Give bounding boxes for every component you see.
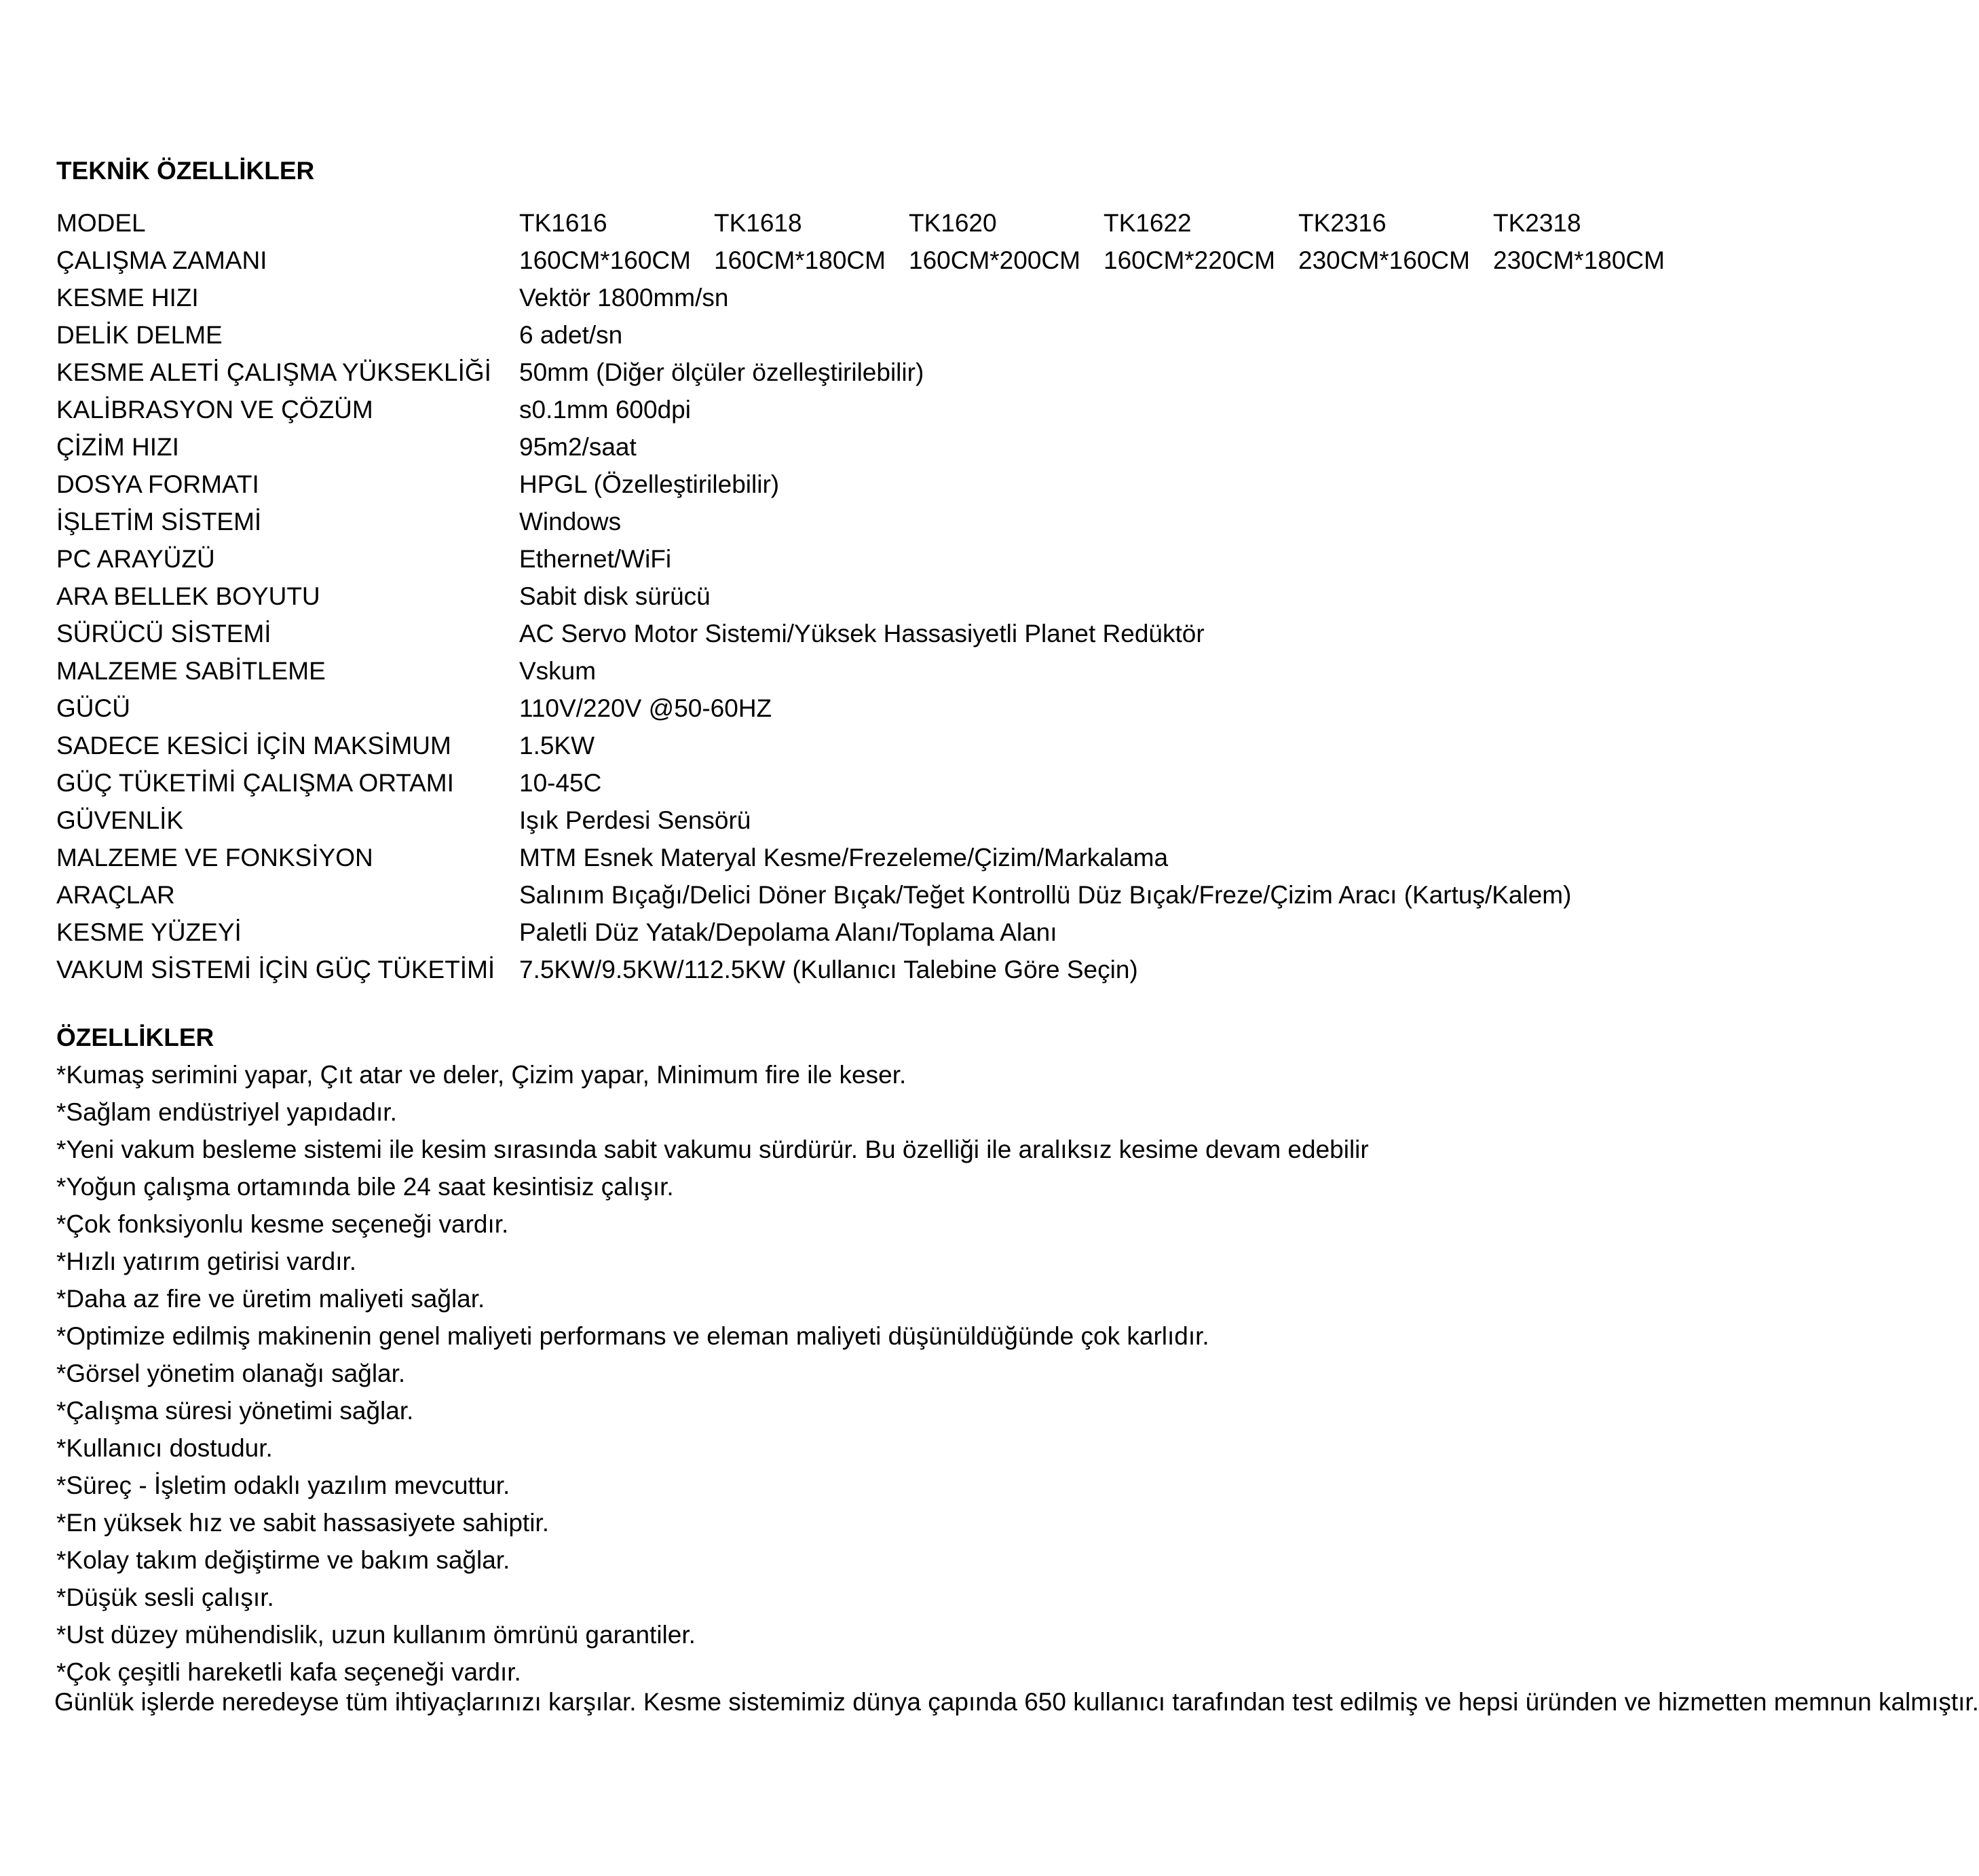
feature-item: *Kumaş serimini yapar, Çıt atar ve deler, Çizim yapar, Minimum fire ile keser. [56,1061,907,1089]
spec-value: 50mm (Diğer ölçüler özelleştirilebilir) [519,358,924,386]
spec-label: GÜÇ TÜKETİMİ ÇALIŞMA ORTAMI [56,769,454,797]
spec-value: s0.1mm 600dpi [519,396,691,424]
feature-item: *Sağlam endüstriyel yapıdadır. [56,1098,397,1126]
technical-specs-heading: TEKNİK ÖZELLİKLER [56,157,315,185]
feature-item: *Ust düzey mühendislik, uzun kullanım ömrünü garantiler. [56,1621,696,1649]
spec-value: Ethernet/WiFi [519,545,672,573]
spec-label: KESME YÜZEYİ [56,918,242,946]
spec-value: Vektör 1800mm/sn [519,284,729,312]
feature-item: *Çok fonksiyonlu kesme seçeneği vardır. [56,1210,509,1238]
spec-value: Vskum [519,657,597,685]
feature-item: *Kolay takım değiştirme ve bakım sağlar. [56,1546,510,1574]
feature-item: *Düşük sesli çalışır. [56,1583,274,1611]
feature-item: *Süreç - İşletim odaklı yazılım mevcuttur. [56,1471,510,1499]
spec-label: KESME ALETİ ÇALIŞMA YÜKSEKLİĞİ [56,358,491,386]
feature-item: *Çok çeşitli hareketli kafa seçeneği vardır. [56,1658,521,1686]
feature-item: *En yüksek hız ve sabit hassasiyete sahiptir. [56,1509,549,1537]
spec-value: 7.5KW/9.5KW/112.5KW (Kullanıcı Talebine Göre Seçin) [519,956,1138,983]
spec-label: DELİK DELME [56,321,223,349]
spec-label: ÇALIŞMA ZAMANI [56,246,267,274]
feature-item: *Optimize edilmiş makinenin genel maliyeti performans ve eleman maliyeti düşünüldüğünde çok karlıdır. [56,1322,1209,1350]
feature-item: *Hızlı yatırım getirisi vardır. [56,1247,357,1275]
spec-value: Paletli Düz Yatak/Depolama Alanı/Toplama Alanı [519,918,1057,946]
model-cell: TK1616 [519,209,607,237]
spec-label: MALZEME VE FONKSİYON [56,844,373,871]
spec-label: KALİBRASYON VE ÇÖZÜM [56,396,373,424]
spec-label: GÜCÜ [56,694,130,722]
spec-label: ÇİZİM HIZI [56,433,179,461]
feature-item: *Kullanıcı dostudur. [56,1434,273,1462]
feature-item: *Daha az fire ve üretim maliyeti sağlar. [56,1285,485,1313]
model-cell: TK1620 [909,209,997,237]
model-cell: TK2318 [1493,209,1581,237]
spec-value: HPGL (Özelleştirilebilir) [519,470,780,498]
spec-label: KESME HIZI [56,284,199,312]
model-cell: TK2316 [1298,209,1387,237]
work-area-cell: 160CM*160CM [519,246,691,274]
work-area-cell: 160CM*220CM [1104,246,1275,274]
spec-label: PC ARAYÜZÜ [56,545,215,573]
feature-item: *Çalışma süresi yönetimi sağlar. [56,1397,414,1425]
features-heading: ÖZELLİKLER [56,1024,214,1051]
spec-value: 110V/220V @50-60HZ [519,694,772,722]
spec-value: 1.5KW [519,732,595,759]
closing-paragraph: Günlük işlerde neredeyse tüm ihtiyaçlarınızı karşılar. Kesme sistemimiz dünya çapında 650 kullanıcı tarafından test edilmiş ve hepsi üründen ve hizmetten memnun kalmıştır. [54,1688,1979,1716]
feature-item: *Görsel yönetim olanağı sağlar. [56,1359,406,1387]
spec-value: Işık Perdesi Sensörü [519,806,751,834]
work-area-cell: 230CM*180CM [1493,246,1665,274]
work-area-cell: 160CM*180CM [714,246,886,274]
spec-label: İŞLETİM SİSTEMİ [56,508,262,536]
spec-label: MODEL [56,209,146,237]
spec-value: MTM Esnek Materyal Kesme/Frezeleme/Çizim/Markalama [519,844,1169,871]
feature-item: *Yoğun çalışma ortamında bile 24 saat kesintisiz çalışır. [56,1173,674,1201]
model-cell: TK1618 [714,209,802,237]
spec-label: ARA BELLEK BOYUTU [56,582,320,610]
spec-value: Windows [519,508,622,536]
spec-label: MALZEME SABİTLEME [56,657,326,685]
features-list [56,1060,1369,1695]
work-area-cell: 160CM*200CM [909,246,1080,274]
spec-label: DOSYA FORMATI [56,470,259,498]
spec-label: SÜRÜCÜ SİSTEMİ [56,620,271,648]
spec-value: 10-45C [519,769,602,797]
feature-item: *Yeni vakum besleme sistemi ile kesim sırasında sabit vakumu sürdürür. Bu özelliği ile aralıksız kesime devam edebilir [56,1136,1369,1163]
spec-value: AC Servo Motor Sistemi/Yüksek Hassasiyetli Planet Redüktör [519,620,1205,648]
spec-value: Salınım Bıçağı/Delici Döner Bıçak/Teğet Kontrollü Düz Bıçak/Freze/Çizim Aracı (Kartuş/Kalem) [519,881,1572,909]
spec-value: Sabit disk sürücü [519,582,711,610]
work-area-cell: 230CM*160CM [1298,246,1470,274]
spec-label: GÜVENLİK [56,806,184,834]
spec-value: 95m2/saat [519,433,637,461]
model-cell: TK1622 [1104,209,1192,237]
spec-value: 6 adet/sn [519,321,623,349]
spec-label: SADECE KESİCİ İÇİN MAKSİMUM [56,732,451,759]
spec-label: VAKUM SİSTEMİ İÇİN GÜÇ TÜKETİMİ [56,956,495,983]
spec-label: ARAÇLAR [56,881,175,909]
